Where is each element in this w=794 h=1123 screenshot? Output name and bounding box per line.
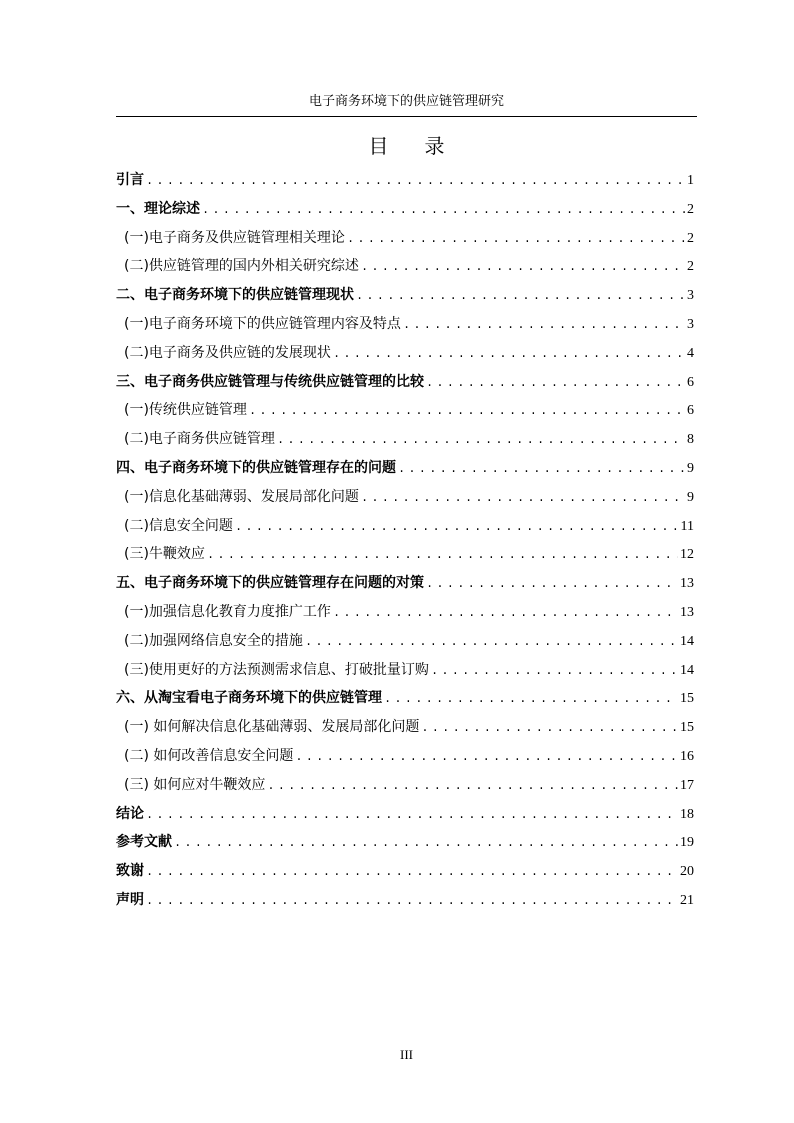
toc-entry-page: 12: [680, 547, 694, 563]
toc-entry-label: 一、理论综述: [116, 200, 200, 217]
toc-entry-subsection[interactable]: [116, 425, 694, 454]
toc-entry-page: 2: [687, 230, 694, 246]
toc-entry-label: (三)牛鞭效应: [124, 546, 205, 563]
toc-entry-page: 14: [680, 633, 694, 649]
toc-entry-label: (一) 如何解决信息化基础薄弱、发展局部化问题: [124, 719, 420, 736]
toc-entry-page: 8: [687, 432, 694, 448]
toc-entry-label: 声明: [116, 891, 144, 908]
toc-entry-page: 9: [687, 460, 694, 476]
toc-entry-page: 2: [687, 259, 694, 275]
toc-entry-label: (二) 如何改善信息安全问题: [124, 747, 294, 764]
toc-entry-page: 13: [680, 604, 694, 620]
toc-entry-label: 结论: [116, 805, 144, 822]
toc-entry-section[interactable]: [116, 281, 694, 310]
dot-leader: [235, 513, 679, 541]
toc-entry-section[interactable]: [116, 166, 694, 195]
header-rule: [116, 116, 697, 117]
toc-entry-subsection[interactable]: [116, 771, 694, 800]
toc-entry-page: 15: [680, 691, 694, 707]
dot-leader: [361, 484, 685, 512]
toc-entry-page: 13: [680, 576, 694, 592]
toc-entry-label: (一)传统供应链管理: [124, 402, 247, 419]
dot-leader: [202, 196, 685, 224]
toc-entry-section[interactable]: [116, 684, 694, 713]
dot-leader: [431, 657, 678, 685]
toc-entry-label: (二)电子商务供应链管理: [124, 431, 275, 448]
toc-entry-subsection[interactable]: [116, 224, 694, 253]
toc-entry-subsection[interactable]: [116, 396, 694, 425]
dot-leader: [347, 225, 685, 253]
toc-entry-label: (二)信息安全问题: [124, 517, 233, 534]
dot-leader: [249, 397, 685, 425]
toc-entry-label: (一)电子商务环境下的供应链管理内容及特点: [124, 315, 401, 332]
toc-entry-page: 6: [687, 403, 694, 419]
toc-entry-label: (一)加强信息化教育力度推广工作: [124, 603, 331, 620]
toc-entry-page: 1: [687, 173, 694, 188]
toc-entry-subsection[interactable]: [116, 252, 694, 281]
running-header: 电子商务环境下的供应链管理研究: [308, 94, 504, 109]
dot-leader: [305, 628, 678, 656]
dot-leader: [174, 829, 678, 857]
toc-entry-subsection[interactable]: [116, 713, 694, 742]
dot-leader: [207, 541, 678, 569]
toc-entry-section[interactable]: [116, 195, 694, 224]
toc-entry-label: 四、电子商务环境下的供应链管理存在的问题: [116, 459, 396, 476]
toc-entry-label: 五、电子商务环境下的供应链管理存在问题的对策: [116, 575, 424, 592]
dot-leader: [403, 311, 685, 339]
toc-entry-page: 3: [687, 288, 694, 304]
dot-leader: [146, 887, 678, 915]
dot-leader: [421, 714, 678, 742]
toc-entry-subsection[interactable]: [116, 656, 694, 685]
toc-entry-page: 15: [680, 720, 694, 736]
dot-leader: [333, 599, 678, 627]
toc-entry-label: (一)信息化基础薄弱、发展局部化问题: [124, 488, 359, 505]
toc-entry-label: 引言: [116, 172, 144, 188]
toc-entry-subsection[interactable]: [116, 339, 694, 368]
toc-entry-label: 六、从淘宝看电子商务环境下的供应链管理: [116, 690, 382, 707]
toc-entry-page: 18: [680, 806, 694, 822]
toc-entry-subsection[interactable]: [116, 742, 694, 771]
toc-entry-page: 2: [687, 201, 694, 217]
toc-entry-section[interactable]: [116, 886, 694, 915]
toc-entry-subsection[interactable]: [116, 483, 694, 512]
toc-entry-page: 14: [680, 662, 694, 678]
toc-entry-page: 19: [680, 835, 694, 851]
toc-title: 目录: [368, 134, 481, 158]
toc-entry-label: 二、电子商务环境下的供应链管理现状: [116, 287, 354, 304]
dot-leader: [398, 455, 685, 483]
toc-entry-section[interactable]: [116, 800, 694, 829]
dot-leader: [277, 426, 685, 454]
dot-leader: [146, 801, 678, 829]
dot-leader: [426, 369, 685, 397]
dot-leader: [146, 858, 678, 886]
toc-entry-label: 三、电子商务供应链管理与传统供应链管理的比较: [116, 373, 424, 390]
page-number: III: [400, 1047, 413, 1062]
toc-entry-page: 16: [680, 748, 694, 764]
toc-entry-subsection[interactable]: [116, 598, 694, 627]
toc-entry-label: (二)电子商务及供应链的发展现状: [124, 344, 331, 361]
toc-entry-label: (二)加强网络信息安全的措施: [124, 632, 303, 649]
toc-entry-section[interactable]: [116, 828, 694, 857]
toc-entry-section[interactable]: [116, 454, 694, 483]
toc-entry-page: 4: [687, 345, 694, 361]
dot-leader: [384, 685, 678, 713]
dot-leader: [267, 772, 678, 800]
toc-entry-subsection[interactable]: [116, 310, 694, 339]
toc-entry-page: 9: [687, 489, 694, 505]
toc-entry-label: 致谢: [116, 863, 144, 880]
toc-entry-page: 21: [680, 892, 694, 908]
toc-entry-page: 20: [680, 864, 694, 880]
toc-entry-page: 11: [680, 518, 694, 534]
toc-entry-subsection[interactable]: [116, 627, 694, 656]
toc-entry-section[interactable]: [116, 569, 694, 598]
dot-leader: [295, 743, 678, 771]
toc-entry-page: 6: [687, 374, 694, 390]
toc-entry-page: 3: [687, 316, 694, 332]
dot-leader: [333, 340, 685, 368]
toc-entry-label: (三)使用更好的方法预测需求信息、打破批量订购: [124, 661, 429, 678]
dot-leader: [426, 570, 678, 598]
toc-list: [116, 166, 694, 915]
toc-entry-subsection[interactable]: [116, 512, 694, 541]
toc-entry-page: 17: [680, 777, 694, 793]
dot-leader: [146, 167, 685, 195]
dot-leader: [361, 253, 685, 281]
toc-entry-subsection[interactable]: [116, 540, 694, 569]
toc-entry-label: (二)供应链管理的国内外相关研究综述: [124, 258, 359, 275]
toc-entry-label: (三) 如何应对牛鞭效应: [124, 776, 266, 793]
toc-entry-label: (一)电子商务及供应链管理相关理论: [124, 229, 345, 246]
toc-entry-section[interactable]: [116, 368, 694, 397]
toc-entry-section[interactable]: [116, 857, 694, 886]
toc-entry-label: 参考文献: [116, 834, 172, 851]
dot-leader: [356, 282, 685, 310]
